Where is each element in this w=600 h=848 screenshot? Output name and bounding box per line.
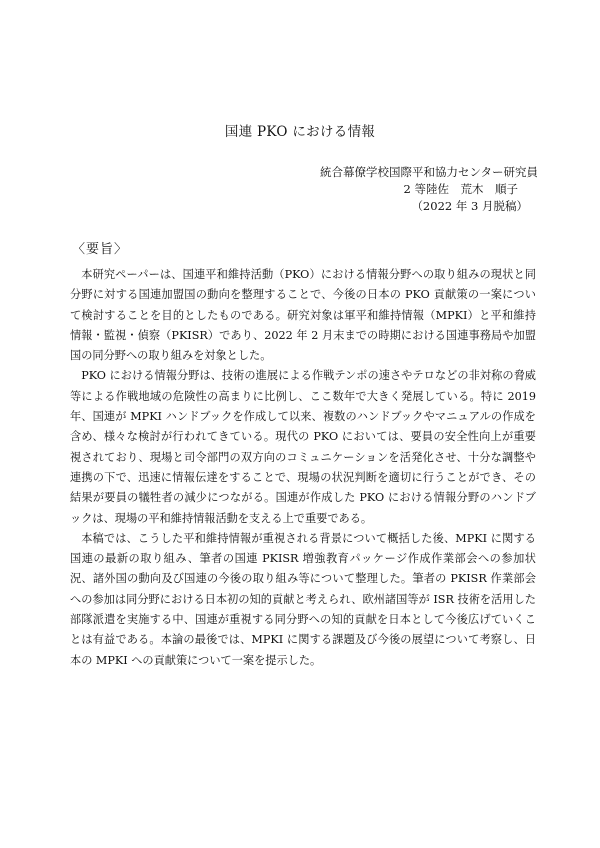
abstract-heading: 〈要旨〉 <box>72 242 129 257</box>
abstract-paragraph-1: 本研究ペーパーは、国連平和維持活動（PKO）における情報分野への取り組みの現状と同分野に対する国連加盟国の動向を整理することで、今後の日本の PKO 貢献策の一案について検討することを目的としたものである。研究対象は軍平和維持情報（MPKI）と平和維持情報・監視・偵察（PKISR）であり、2022 年 2 月末までの時期における国連事務局や加盟国の同分野への取り組みを対象とした。 <box>70 268 536 363</box>
manuscript-date: （2022 年 3 月脱稿） <box>411 199 528 213</box>
author-rank-name: 2 等陸佐 荒木 順子 <box>403 182 518 196</box>
abstract-paragraph-3: 本稿では、こうした平和維持情報が重視される背景について概括した後、MPKI に関する国連の最新の取り組み、筆者の国連 PKISR 増強教育パッケージ作成作業部会への参加状況、諸外国の動向及び国連の今後の取り組み等について整理した。筆者の PKISR 作業部会への参加は同分野における日本初の知的貢献と考えられ、欧州諸国等が ISR 技術を活用した部隊派遣を実施する中、国連が重視する同分野への知的貢献を日本として今後広げていくことは有益である。本論の最後では、MPKI に関する課題及び今後の展望について考察し、日本の MPKI への貢献策について一案を提示した。 <box>70 531 536 667</box>
author-affiliation: 統合幕僚学校国際平和協力センター研究員 <box>319 165 538 179</box>
abstract-body <box>70 265 536 671</box>
document-title: 国連 PKO における情報 <box>224 124 376 140</box>
abstract-paragraph-2: PKO における情報分野は、技術の進展による作戦テンポの速さやテロなどの非対称の脅威等による作戦地域の危険性の高まりに比例し、ここ数年で大きく発展している。特に 2019 年、国連が MPKI ハンドブックを作成して以来、複数のハンドブックやマニュアルの作成を含め、様々な検討が行われてきている。現代の PKO においては、要員の安全性向上が重要視されており、現場と司令部門の双方向のコミュニケーションを活発化させ、十分な調整や連携の下で、迅速に情報伝達をすることで、現場の状況判断を適切に行うことができ、その結果が要員の犠牲者の減少につながる。国連が作成した PKO における情報分野のハンドブックは、現場の平和維持情報活動を支える上で重要である。 <box>70 369 536 525</box>
author-byline <box>238 164 538 215</box>
